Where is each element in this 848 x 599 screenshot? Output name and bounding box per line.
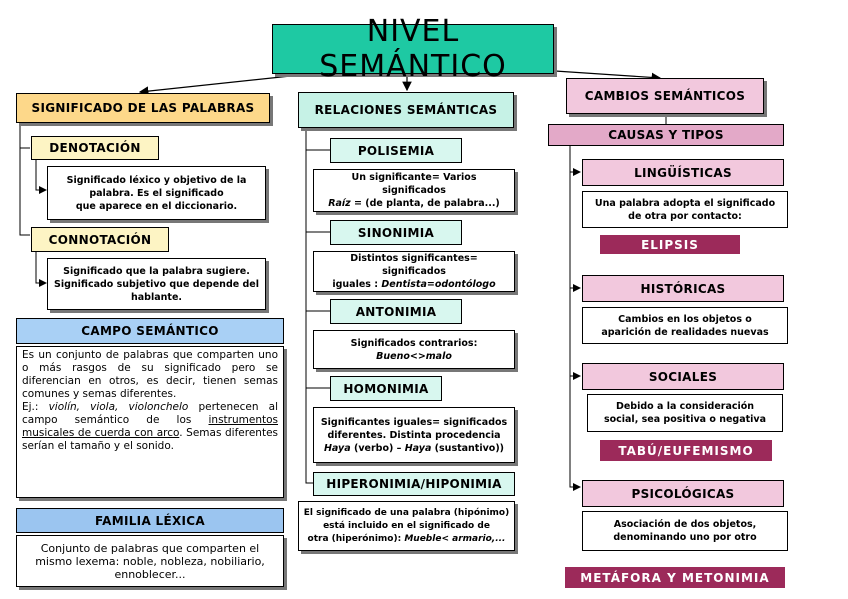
historicas-desc: Cambios en los objetos o aparición de realidades nuevas bbox=[582, 307, 788, 344]
relaciones-header: RELACIONES SEMÁNTICAS bbox=[298, 92, 514, 128]
denotacion-desc: Significado léxico y objetivo de la palabra. Es el significado que aparece en el diccionario. bbox=[47, 166, 266, 220]
psicologicas-label: PSICOLÓGICAS bbox=[582, 480, 784, 507]
hiperonimia-desc: El significado de una palabra (hipónimo) está incluido en el significado de otra (hiperónimo): Mueble< armario,... bbox=[298, 501, 515, 551]
campo-semantico-desc: Es un conjunto de palabras que comparten uno o más rasgos de su significado pero se diferencian en otros, es decir, tienen semas comunes y semas diferentes. Ej.: violín, viola, violonchelo pertenecen al campo semántico de los instrumentos musicales de cuerda con arco. Semas diferentes serían el tamaño y el sonido. bbox=[16, 346, 284, 498]
historicas-label: HISTÓRICAS bbox=[582, 275, 784, 302]
hiperonimia-label: HIPERONIMIA/HIPONIMIA bbox=[313, 472, 515, 496]
homonimia-desc: Significantes iguales= significados diferentes. Distinta procedencia Haya (verbo) – Haya (sustantivo)) bbox=[313, 407, 515, 463]
polisemia-label: POLISEMIA bbox=[330, 138, 462, 163]
sinonimia-desc: Distintos significantes= significados iguales : Dentista=odontólogo bbox=[313, 251, 515, 292]
polisemia-desc: Un significante= Varios significados Raíz = (de planta, de palabra...) bbox=[313, 169, 515, 212]
homonimia-label: HOMONIMIA bbox=[330, 376, 442, 401]
connotacion-desc: Significado que la palabra sugiere. Significado subjetivo que depende del hablante. bbox=[47, 258, 266, 310]
linguisticas-desc: Una palabra adopta el significado de otra por contacto: bbox=[582, 191, 788, 228]
sociales-label: SOCIALES bbox=[582, 363, 784, 390]
familia-lexica-header: FAMILIA LÉXICA bbox=[16, 508, 284, 533]
sociales-desc: Debido a la consideración social, sea positiva o negativa bbox=[587, 394, 783, 432]
antonimia-label: ANTONIMIA bbox=[330, 299, 462, 324]
campo-semantico-header: CAMPO SEMÁNTICO bbox=[16, 318, 284, 344]
sinonimia-label: SINONIMIA bbox=[330, 220, 462, 245]
antonimia-desc: Significados contrarios: Bueno<>malo bbox=[313, 330, 515, 369]
elipsis-tag: ELIPSIS bbox=[600, 235, 740, 254]
denotacion-label: DENOTACIÓN bbox=[31, 136, 159, 160]
arrow-to-cambios bbox=[540, 70, 660, 78]
metafora-metonimia-tag: METÁFORA Y METONIMIA bbox=[565, 567, 785, 588]
cambios-header: CAMBIOS SEMÁNTICOS bbox=[566, 78, 764, 114]
causas-tipos: CAUSAS Y TIPOS bbox=[548, 124, 784, 146]
significado-header: SIGNIFICADO DE LAS PALABRAS bbox=[16, 93, 270, 123]
familia-lexica-desc: Conjunto de palabras que comparten el mismo lexema: noble, nobleza, nobiliario, ennoblecer... bbox=[16, 535, 284, 587]
linguisticas-label: LINGÜÍSTICAS bbox=[582, 159, 784, 186]
page-title: NIVEL SEMÁNTICO bbox=[272, 24, 554, 74]
connotacion-label: CONNOTACIÓN bbox=[31, 227, 169, 252]
tabu-eufemismo-tag: TABÚ/EUFEMISMO bbox=[600, 440, 772, 461]
psicologicas-desc: Asociación de dos objetos, denominando uno por otro bbox=[582, 511, 788, 551]
